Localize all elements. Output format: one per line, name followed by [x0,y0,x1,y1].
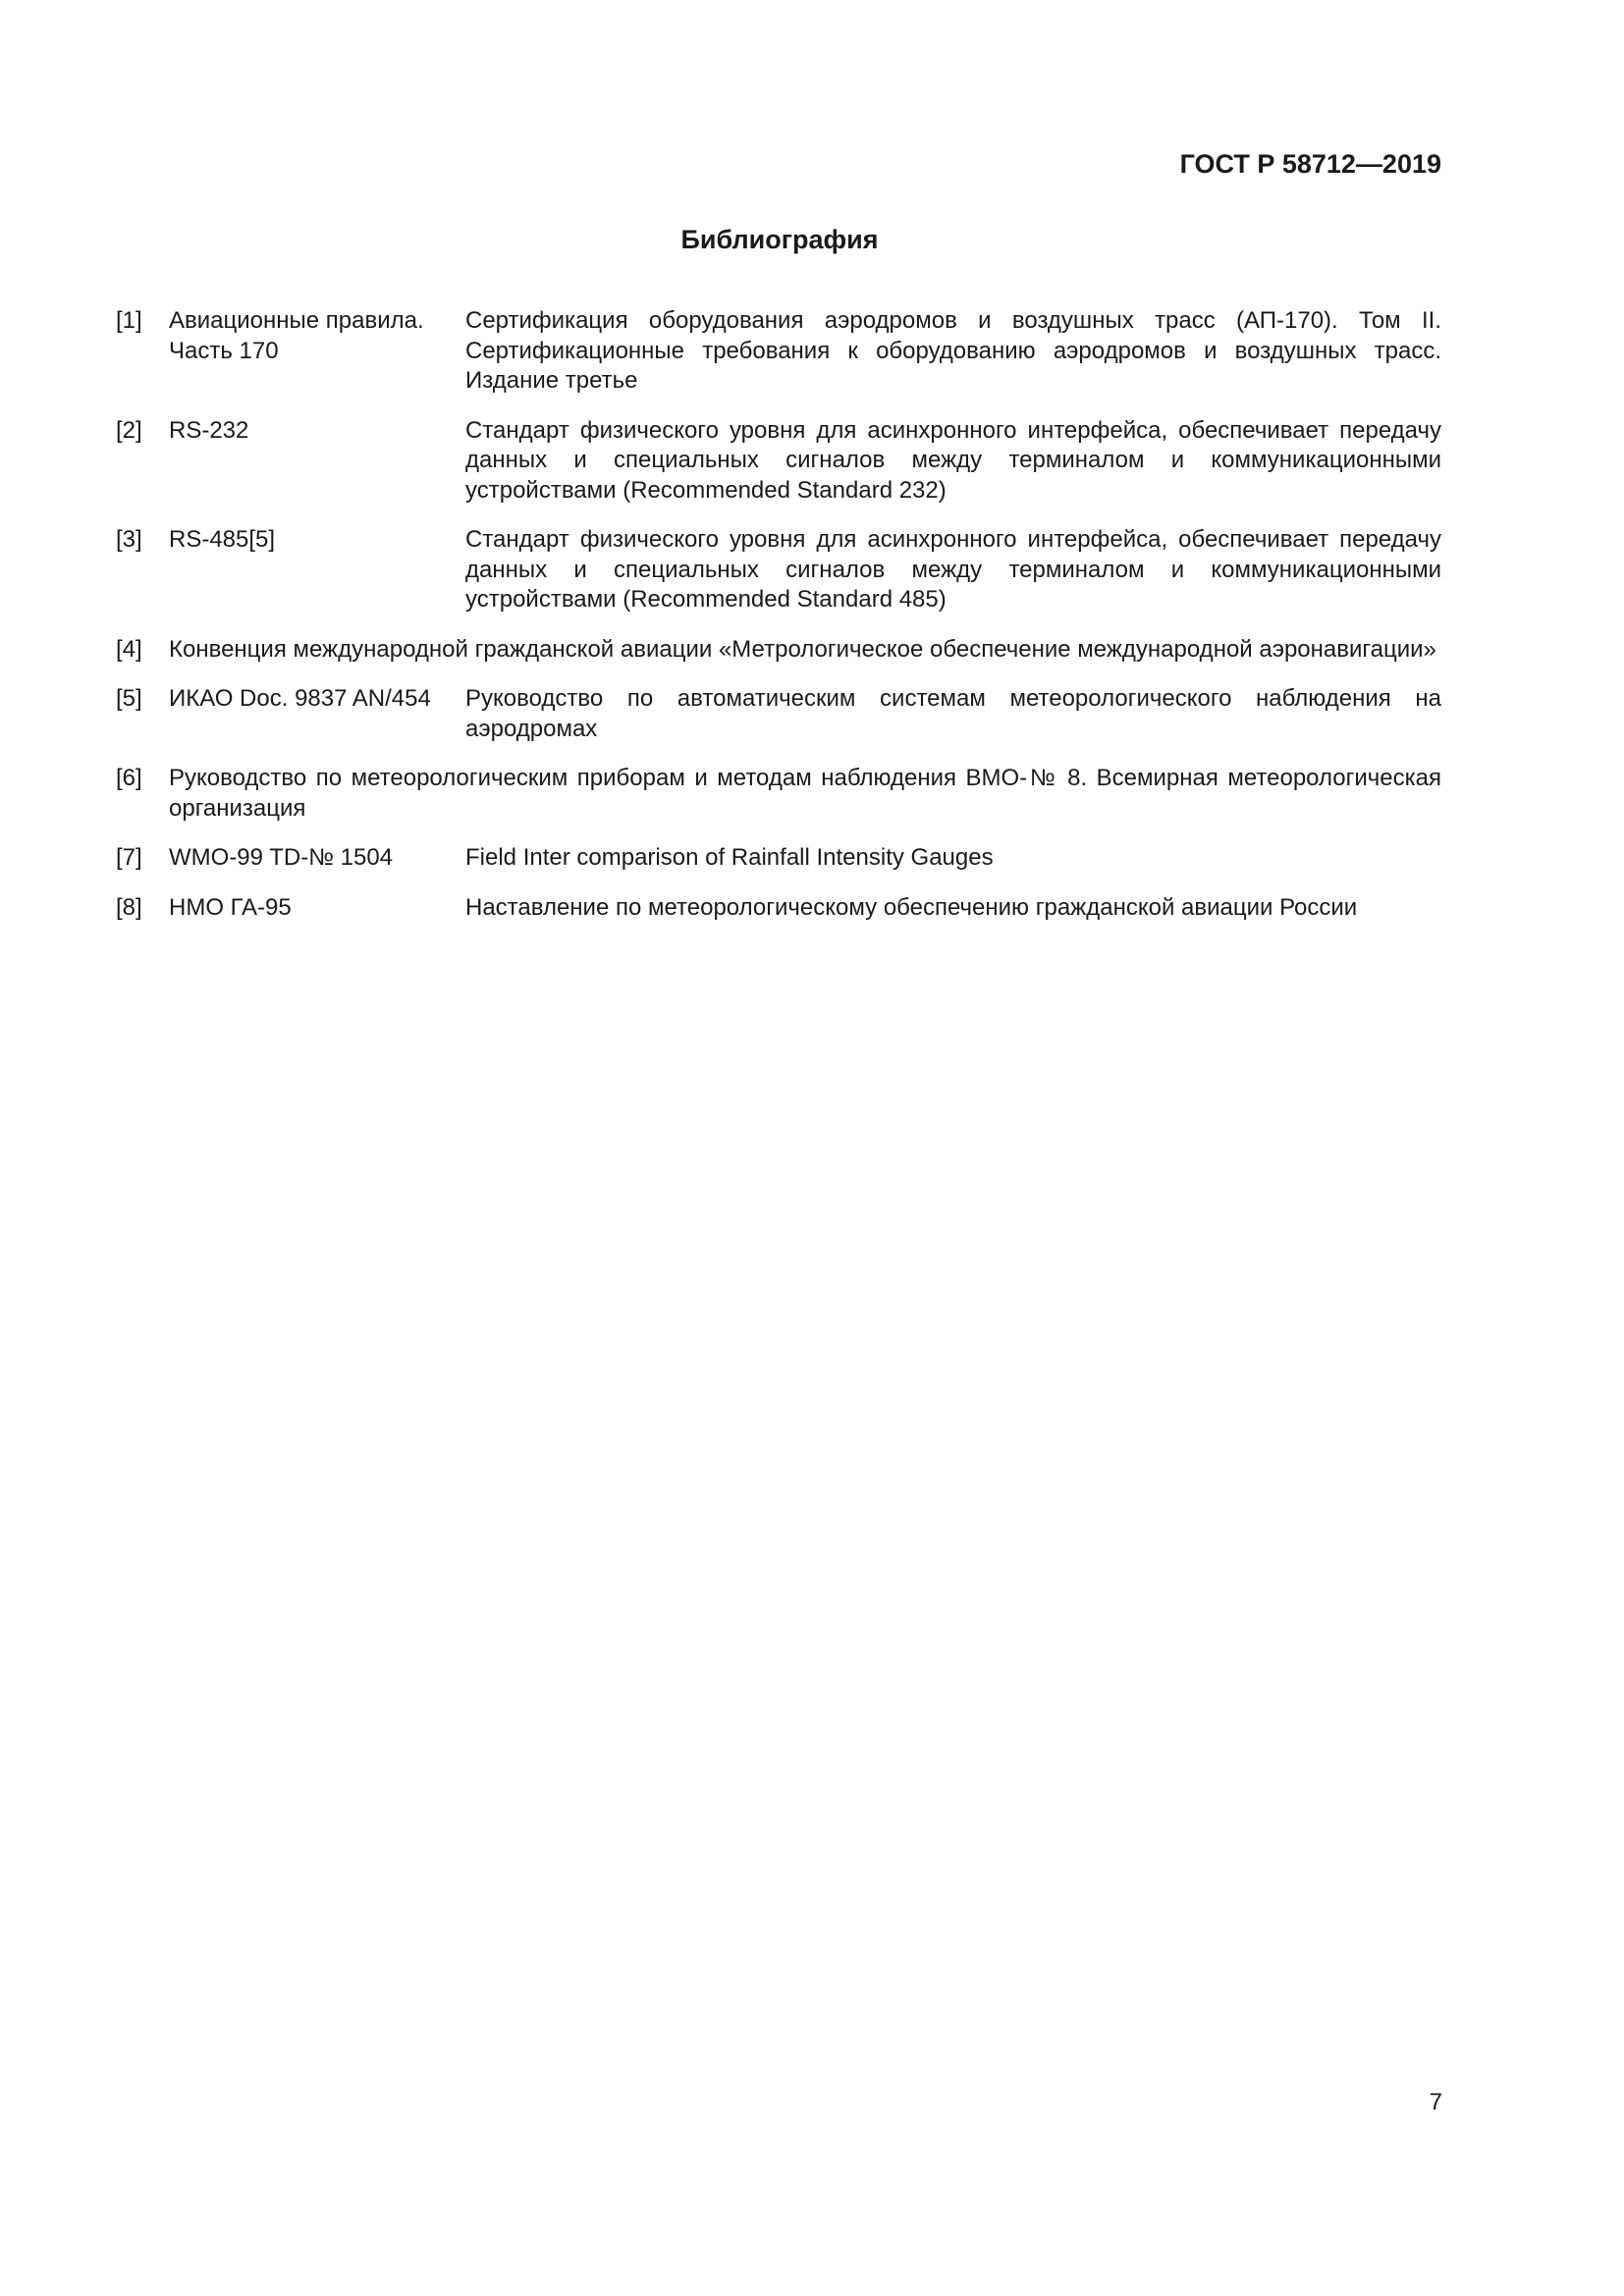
bibliography-entry-5 [116,684,1441,744]
entry-description: Field Inter comparison of Rainfall Intensity Gauges [465,844,994,871]
entry-description: Сертификация оборудования аэродромов и воздушных трасс (АП-170). Том II. Сертификационные требования к оборудованию аэродромов и воздушных трасс. Издание третье [465,307,1441,394]
entry-number: [1] [116,307,142,334]
entry-full-text: Руководство по метеорологическим приборам и методам наблюдения ВМО-№ 8. Всемирная метеорологическая организация [169,765,1441,822]
entry-source: RS-485[5] [169,526,276,553]
bibliography-entry-6 [116,764,1441,824]
entry-description: Наставление по метеорологическому обеспечению гражданской авиации России [465,893,1358,921]
entry-description: Стандарт физического уровня для асинхронного интерфейса, обеспечивает передачу данных и специальных сигналов между терминалом и коммуникационными устройствами (Recommended Standard 232) [465,416,1441,504]
entry-number: [3] [116,526,142,553]
entry-full-text: Конвенция международной гражданской авиации «Метрологическое обеспечение международной аэронавигации» [169,635,1436,663]
page-title: Библиография [680,225,879,254]
entry-description: Руководство по автоматическим системам метеорологического наблюдения на аэродромах [465,685,1441,742]
bibliography-entry-8 [116,893,1441,924]
document-code: ГОСТ Р 58712—2019 [1179,149,1441,179]
bibliography-entry-4 [116,635,1441,666]
entry-number: [6] [116,765,142,791]
entry-number: [5] [116,685,142,712]
entry-number: [7] [116,844,142,871]
bibliography-list [116,306,1441,942]
entry-number: [2] [116,416,142,444]
page-number: 7 [1429,2089,1442,2115]
bibliography-entry-2 [116,416,1441,507]
entry-source: ИКАО Doc. 9837 AN/454 [169,685,431,712]
entry-source: RS-232 [169,416,249,444]
entry-source: WMO-99 TD-№ 1504 [169,844,394,871]
entry-source: Авиационные правила. Часть 170 [169,307,424,364]
entry-source: НМО ГА-95 [169,893,292,921]
entry-number: [4] [116,635,142,663]
bibliography-entry-7 [116,843,1441,874]
entry-number: [8] [116,893,142,921]
entry-description: Стандарт физического уровня для асинхронного интерфейса, обеспечивает передачу данных и специальных сигналов между терминалом и коммуникационными устройствами (Recommended Standard 485) [465,526,1441,613]
bibliography-entry-3 [116,525,1441,615]
bibliography-entry-1 [116,306,1441,397]
